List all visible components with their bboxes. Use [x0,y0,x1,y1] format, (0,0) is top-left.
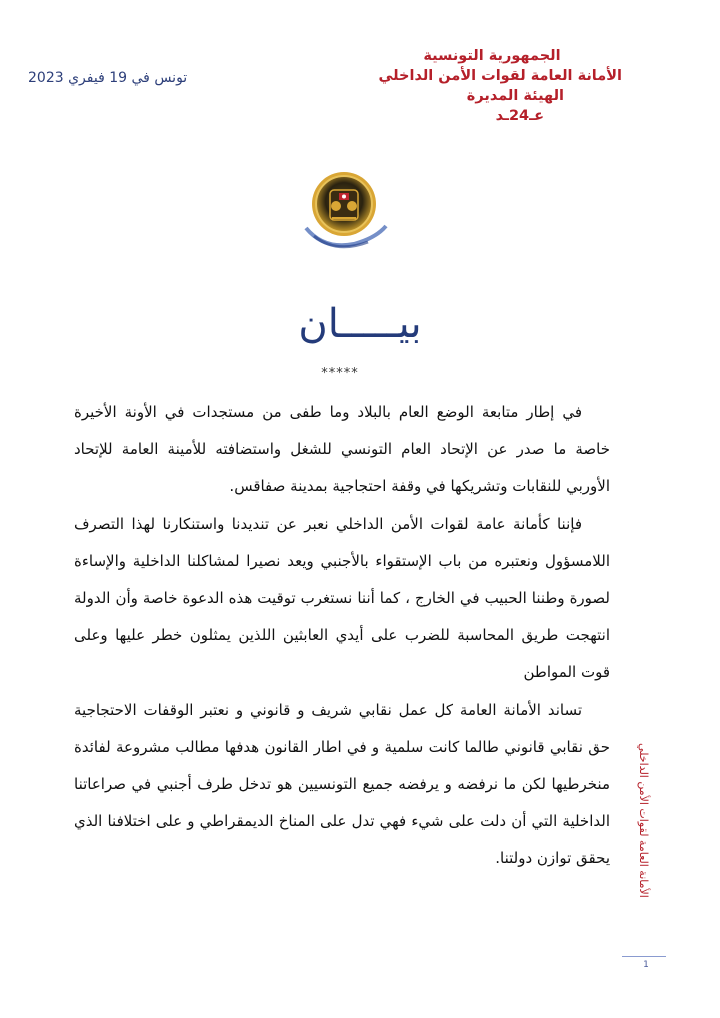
letterhead-board: الهيئة المديرة [466,88,564,104]
title-separator: ***** [321,366,359,381]
letterhead-republic: الجمهورية التونسية [423,48,561,64]
letterhead [362,46,622,126]
union-emblem-icon [294,166,394,254]
statement-title: بيـــــان [298,301,422,347]
paragraph-3: تساند الأمانة العامة كل عمل نقابي شريف و قانوني و نعتبر الوقفات الاحتجاجية حق نقابي قانوني طالما كانت سلمية و في اطار القانون هدفها مطالب مشروعة لفائدة منخرطيها لكن ما نرفضه و يرفضه جميع التونسيين هو تدخل طرف أجنبي في صراعاتنا الداخلية التي أن دلت على شيء فهي تدل على المناخ الديمقراطي و على اختلافنا الذي يحقق توازن دولتنا. [74,700,610,868]
letterhead-organization: الأمانة العامة لقوات الأمن الداخلي [378,68,622,84]
side-stamp: الأمانة العامة لقوات الأمن الداخلي [637,742,650,898]
page-number: 1 [643,960,649,970]
footer-divider [622,956,666,957]
paragraph-1: في إطار متابعة الوضع العام بالبلاد وما طفى من مستجدات في الأونة الأخيرة خاصة ما صدر عن الإتحاد العام التونسي للشغل واستضافته للأمينة العامة للإتحاد الأوربي للنقابات وتشريكها في وقفة احتجاجية بمدينة صفاقس. [74,403,610,496]
paragraph-2: فإننا كأمانة عامة لقوات الأمن الداخلي نعبر عن تنديدنا واستنكارنا لهذا التصرف اللامسؤول ونعتبره من باب الإستقواء بالأجنبي ويعد نصيرا لمشاكلنا الداخلية والإساءة لصورة وطننا الحبيب في الخارج ، كما أننا نستغرب توقيت هذه الدعوة خاصة وأن الدولة انتهجت طريق المحاسبة للضرب على أيدي العابثين اللذين يمثلون خطر عليها وعلى قوت المواطن [74,514,610,682]
letterhead-number: عـ24ـد [495,108,544,124]
document-date: تونس في 19 فيفري 2023 [28,70,188,86]
statement-body [74,394,610,878]
